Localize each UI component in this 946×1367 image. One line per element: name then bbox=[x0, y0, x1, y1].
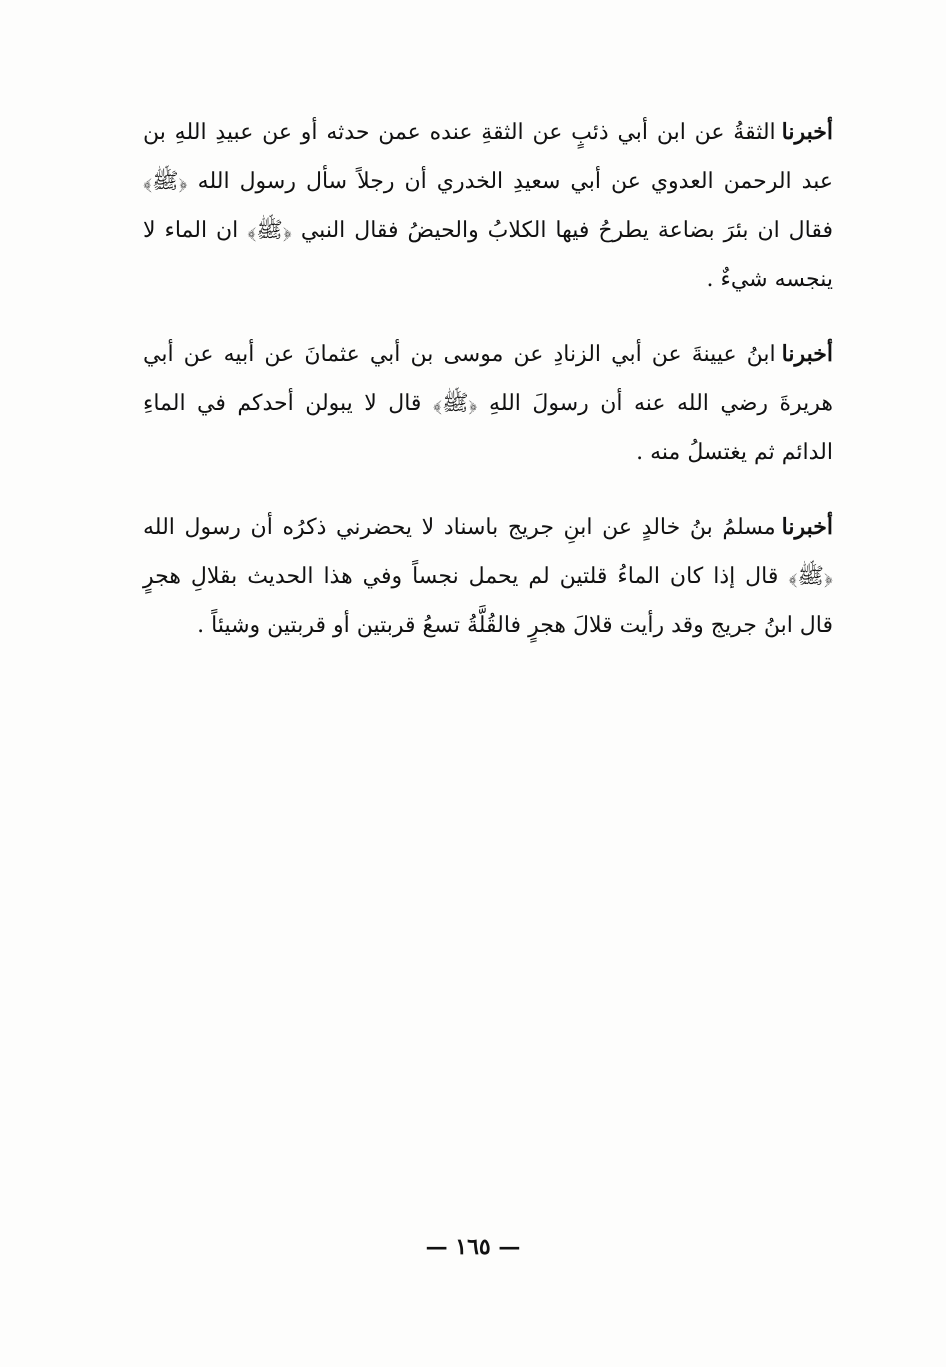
paragraph-1 bbox=[143, 108, 833, 304]
paragraph-text: مسلمُ بنُ خالدٍ عن ابنِ جريج باسناد لا يحضرني ذكرُه أن رسول الله ﴿ﷺ﴾ قال إذا كان الماءُ قلتين لم يحمل نجساً وفي هذا الحديث بقلالِ هجرٍ قال ابنُ جريج وقد رأيت قلالَ هجرٍ فالقُلَّةُ تسعُ قربتين أو قربتين وشيئاً . bbox=[143, 515, 833, 638]
hadith-text-block bbox=[143, 108, 833, 676]
paragraph-lead: أخبرنا bbox=[781, 341, 833, 367]
paragraph-text: ابنُ عيينةَ عن أبي الزنادِ عن موسى بن أبي عثمانَ عن أبيه عن أبي هريرةَ رضي الله عنه أن رسولَ اللهِ ﴿ﷺ﴾ قال لا يبولن أحدكم في الماءِ الدائم ثم يغتسلُ منه . bbox=[143, 342, 833, 465]
page-number: — ١٦٥ — bbox=[425, 1234, 521, 1260]
paragraph-3 bbox=[143, 503, 833, 650]
paragraph-text: الثقةُ عن ابن أبي ذئبٍ عن الثقةِ عنده عمن حدثه أو عن عبيدِ اللهِ بن عبد الرحمن العدوي عن أبي سعيدِ الخدري أن رجلاً سأل رسول الله ﴿ﷺ﴾ فقال ان بئرَ بضاعة يطرحُ فيها الكلابُ والحيضُ فقال النبي ﴿ﷺ﴾ ان الماء لا ينجسه شيءٌ . bbox=[143, 120, 833, 292]
paragraph-lead: أخبرنا bbox=[781, 119, 833, 145]
paragraph-2 bbox=[143, 330, 833, 477]
paragraph-lead: أخبرنا bbox=[781, 514, 833, 540]
